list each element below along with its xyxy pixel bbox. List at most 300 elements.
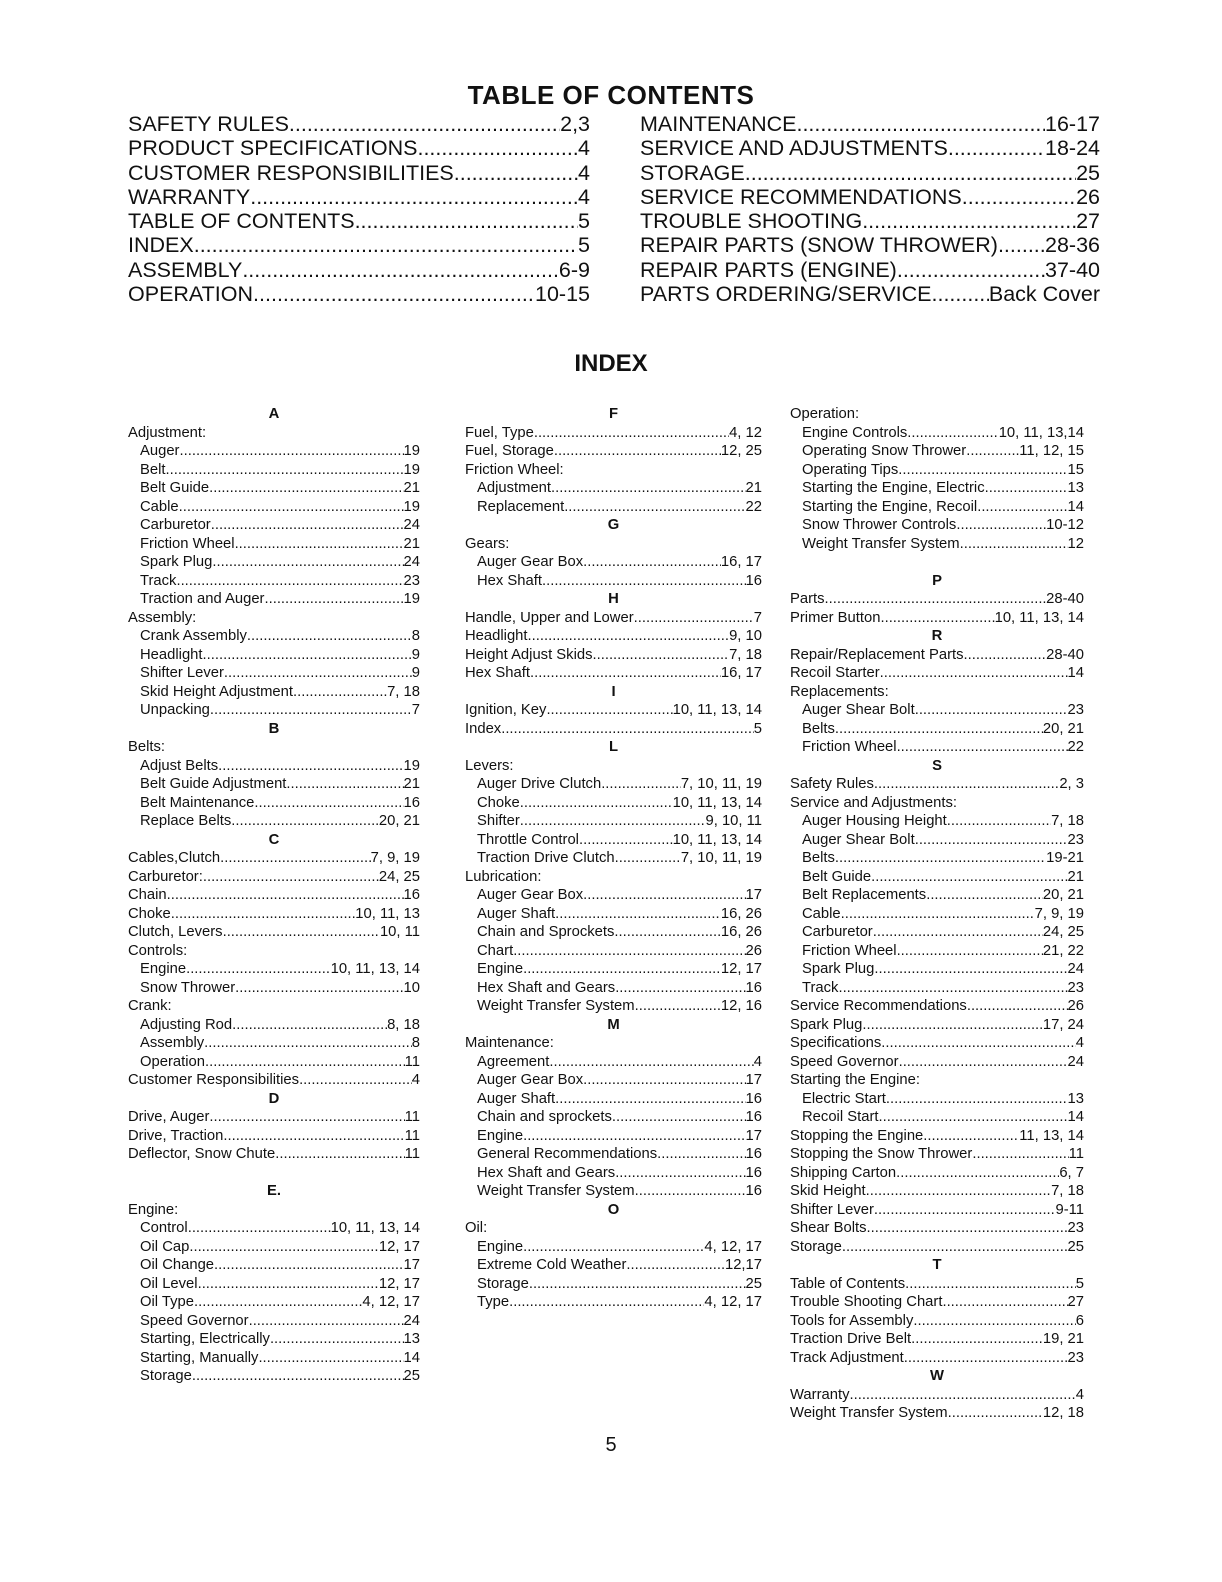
- index-leader-dots: [188, 1219, 331, 1238]
- index-leader-dots: [612, 1108, 746, 1127]
- index-subentry: [128, 794, 420, 813]
- toc-entry-page: 18-24: [1045, 136, 1100, 161]
- index-entry-label: Unpacking: [140, 702, 210, 718]
- toc-entry-page: 6-9: [558, 257, 590, 282]
- toc-left-column: [128, 112, 590, 306]
- index-column-1: [128, 405, 420, 1386]
- index-entry-label: Storage: [790, 1238, 842, 1255]
- index-subentry: [465, 1071, 762, 1090]
- index-leader-dots: [203, 868, 379, 887]
- index-entry-label: Headlight: [465, 628, 528, 644]
- index-entry-label: Clutch, Levers: [128, 924, 223, 940]
- index-entry-label: Assembly: [140, 1035, 205, 1051]
- index-entry-label: Belts: [802, 850, 835, 866]
- toc-entry-label: OPERATION: [128, 282, 254, 307]
- index-subentry: [465, 979, 762, 998]
- index-entry-pages: 24, 25: [1042, 924, 1084, 940]
- index-entry-pages: 11: [404, 1109, 420, 1125]
- index-leader-dots: [223, 1127, 404, 1146]
- index-entry-label: Shifter Lever: [140, 665, 224, 681]
- index-entry-pages: 14: [403, 1349, 420, 1366]
- index-section-letter: G: [607, 517, 620, 533]
- index-entry: [128, 1071, 420, 1090]
- index-entry-label: Auger Gear Box: [477, 554, 584, 570]
- index-leader-dots: [211, 516, 404, 535]
- index-entry-label: Fuel, Storage: [465, 443, 554, 459]
- toc-entry-label: ASSEMBLY: [128, 257, 243, 282]
- index-subentry: [465, 498, 762, 517]
- index-subentry: [128, 535, 420, 554]
- index-subentry: [128, 1034, 420, 1053]
- index-entry-label: Engine: [140, 961, 187, 977]
- index-subentry: [128, 1367, 420, 1386]
- toc-entry: [640, 258, 1100, 282]
- index-leader-dots: [249, 1312, 404, 1331]
- index-entry-pages: 12, 16: [720, 998, 762, 1014]
- index-entry: [790, 1034, 1084, 1053]
- toc-leader-dots: [862, 209, 1076, 233]
- index-entry-label: Oil Change: [140, 1257, 215, 1273]
- index-entry-label: Track: [140, 572, 177, 589]
- index-entry-pages: 16: [745, 1183, 762, 1199]
- index-subentry: [465, 1182, 762, 1201]
- index-leader-dots: [886, 1090, 1068, 1109]
- index-subentry: [128, 701, 420, 720]
- index-subentry: [128, 572, 420, 591]
- toc-entry-page: 16-17: [1045, 112, 1100, 136]
- index-entry-pages: 24: [403, 1312, 420, 1329]
- index-entry-pages: 21, 22: [1042, 942, 1084, 959]
- index-entry-pages: 21: [403, 776, 420, 792]
- index-entry-label: Replacement: [477, 498, 565, 515]
- toc-entry-label: MAINTENANCE: [640, 112, 797, 136]
- index-leader-dots: [186, 960, 331, 979]
- index-subentry: [790, 886, 1084, 905]
- index-leader-dots: [897, 942, 1043, 961]
- index-entry-pages: 6, 7: [1059, 1164, 1084, 1181]
- index-entry-label: Spark Plug: [790, 1016, 863, 1033]
- index-entry-pages: 10, 11, 13, 14: [994, 609, 1084, 626]
- index-subentry: [465, 1256, 762, 1275]
- index-entry-label: Cable: [140, 498, 179, 515]
- index-entry-pages: 7, 18: [729, 646, 762, 663]
- index-entry: [465, 664, 762, 683]
- index-leader-dots: [192, 1367, 404, 1386]
- index-entry-label: Auger Shear Bolt: [802, 831, 915, 848]
- index-leader-dots: [878, 1108, 1067, 1127]
- index-entry-label: Weight Transfer System: [790, 1405, 948, 1421]
- toc-entry-page: 4: [578, 160, 590, 185]
- toc-entry-label: PARTS ORDERING/SERVICE: [640, 282, 932, 307]
- index-leader-dots: [657, 1145, 745, 1164]
- index-entry-label: Shifter: [477, 813, 520, 829]
- index-entry-label: Stopping the Snow Thrower: [790, 1146, 973, 1162]
- index-subentry: [790, 812, 1084, 831]
- toc-leader-dots: [289, 112, 560, 136]
- index-entry-label: Fuel, Type: [465, 424, 534, 441]
- index-entry-pages: 4: [411, 1072, 420, 1088]
- index-entry-pages: 24: [403, 554, 420, 570]
- index-entry-label: Oil Level: [140, 1275, 198, 1292]
- index-entry: [465, 627, 762, 646]
- index-subentry: [790, 479, 1084, 498]
- index-entry: [790, 1293, 1084, 1312]
- index-subentry: [465, 923, 762, 942]
- toc-entry-page: 4: [578, 184, 590, 209]
- index-leader-dots: [880, 664, 1068, 683]
- index-entry: [790, 609, 1084, 628]
- index-leader-dots: [899, 1053, 1068, 1072]
- index-subentry: [465, 960, 762, 979]
- index-entry: [790, 1275, 1084, 1294]
- index-leader-dots: [593, 646, 730, 665]
- toc-entry-page: 25: [1076, 160, 1100, 185]
- index-subentry: [790, 442, 1084, 461]
- index-entry: [128, 886, 420, 905]
- index-entry-label: Service Recommendations: [790, 998, 967, 1014]
- index-entry-pages: 25: [403, 1368, 420, 1384]
- toc-entry-label: CUSTOMER RESPONSIBILITIES: [128, 160, 454, 185]
- index-group-heading: Engine:: [128, 1201, 179, 1218]
- index-subentry: [790, 461, 1084, 480]
- index-section-letter: R: [931, 628, 943, 644]
- index-section-letter: B: [268, 720, 280, 737]
- index-leader-dots: [967, 997, 1068, 1016]
- index-leader-dots: [179, 498, 404, 517]
- index-entry-label: Auger: [140, 443, 180, 459]
- index-entry-label: Skid Height: [790, 1183, 866, 1199]
- index-leader-dots: [176, 572, 403, 591]
- index-entry-pages: 26: [745, 942, 762, 959]
- toc-entry-label: TABLE OF CONTENTS: [128, 209, 355, 234]
- toc-entry: [640, 112, 1100, 136]
- index-leader-dots: [972, 1145, 1068, 1164]
- index-entry: [128, 923, 420, 942]
- index-entry-label: Oil Cap: [140, 1238, 190, 1255]
- index-entry-pages: 19-21: [1046, 850, 1084, 866]
- index-entry-label: Chain: [128, 887, 167, 903]
- index-leader-dots: [960, 535, 1068, 554]
- index-leader-dots: [520, 794, 673, 813]
- index-entry-pages: 26: [1067, 998, 1084, 1014]
- index-subentry: [128, 1256, 420, 1275]
- index-leader-dots: [210, 701, 412, 720]
- index-entry-pages: 4, 12, 17: [704, 1238, 762, 1255]
- index-subentry: [790, 535, 1084, 554]
- toc-entry-page: 37-40: [1045, 257, 1100, 282]
- index-entry-label: Carburetor:: [128, 868, 203, 885]
- index-entry-label: Height Adjust Skids: [465, 646, 593, 663]
- index-entry-pages: 9: [411, 646, 420, 663]
- index-entry-pages: 23: [1067, 831, 1084, 848]
- index-entry-pages: 12, 17: [378, 1238, 420, 1255]
- index-group-heading: Operation:: [790, 406, 860, 422]
- index-leader-dots: [896, 1164, 1059, 1183]
- index-entry-label: Storage: [140, 1368, 192, 1384]
- index-entry-label: Track: [802, 979, 839, 996]
- index-entry-pages: 10, 11, 13, 14: [672, 702, 762, 718]
- index-entry-label: Primer Button: [790, 609, 881, 626]
- toc-entry: [128, 112, 590, 136]
- toc-entry-label: SAFETY RULES: [128, 112, 289, 136]
- index-subentry: [465, 572, 762, 591]
- index-entry: [128, 1108, 420, 1127]
- index-entry-pages: 16, 26: [720, 924, 762, 940]
- index-entry-label: Deflector, Snow Chute: [128, 1146, 276, 1162]
- index-entry-pages: 7, 9, 19: [370, 850, 420, 866]
- index-leader-dots: [529, 1275, 746, 1294]
- index-section-letter: H: [608, 591, 619, 607]
- index-leader-dots: [964, 646, 1047, 665]
- index-entry-label: Drive, Traction: [128, 1127, 224, 1144]
- page-number: 5: [605, 1434, 617, 1456]
- toc-leader-dots: [796, 112, 1045, 136]
- index-entry-pages: 16: [403, 794, 420, 811]
- index-leader-dots: [270, 1330, 404, 1349]
- index-leader-dots: [224, 664, 412, 683]
- index-entry: [790, 1238, 1084, 1257]
- index-entry-pages: 16, 17: [720, 554, 762, 570]
- index-entry-label: Chain and Sprockets: [477, 924, 615, 940]
- index-entry-pages: 16: [403, 887, 420, 903]
- index-entry-label: Speed Governor: [790, 1053, 899, 1070]
- index-entry-label: Track Adjustment: [790, 1349, 904, 1366]
- index-entry-label: Stopping the Engine: [790, 1127, 924, 1144]
- index-group-heading: Starting the Engine:: [790, 1072, 920, 1088]
- index-entry-label: Traction and Auger: [140, 591, 265, 607]
- index-entry-label: Engine: [477, 1127, 524, 1144]
- toc-entry: [640, 209, 1100, 233]
- index-entry-pages: 6: [1075, 1312, 1084, 1329]
- index-entry-label: Operating Snow Thrower: [802, 443, 967, 459]
- index-leader-dots: [171, 905, 355, 924]
- index-subentry: [465, 553, 762, 572]
- index-leader-dots: [258, 1349, 403, 1368]
- index-entry: [790, 1386, 1084, 1405]
- index-entry-pages: 11: [404, 1053, 420, 1070]
- index-entry: [790, 664, 1084, 683]
- index-entry-pages: 10, 11: [379, 924, 420, 940]
- index-entry-pages: 7, 18: [1051, 813, 1084, 829]
- index-entry-pages: 14: [1067, 1109, 1084, 1125]
- toc-entry: [640, 136, 1100, 160]
- toc-leader-dots: [417, 136, 578, 160]
- index-subentry: [128, 1016, 420, 1035]
- index-entry: [790, 1182, 1084, 1201]
- index-leader-dots: [838, 979, 1067, 998]
- index-entry: [465, 646, 762, 665]
- index-leader-dots: [166, 461, 404, 480]
- index-entry-pages: 20, 21: [1042, 887, 1084, 903]
- index-subentry: [465, 831, 762, 850]
- index-column-2: [465, 405, 762, 1312]
- index-leader-dots: [549, 1053, 753, 1072]
- index-entry-pages: 24: [1067, 1053, 1084, 1070]
- index-entry-label: Replace Belts: [140, 813, 232, 829]
- index-section-letter: C: [268, 831, 280, 848]
- index-entry-label: Recoil Start: [802, 1109, 879, 1125]
- index-leader-dots: [907, 424, 998, 443]
- index-entry-label: Handle, Upper and Lower: [465, 609, 634, 626]
- index-entry-pages: 19: [403, 461, 420, 478]
- index-leader-dots: [842, 1238, 1068, 1257]
- index-entry-label: Shifter Lever: [790, 1201, 874, 1218]
- index-subentry: [128, 1312, 420, 1331]
- index-subentry: [128, 516, 420, 535]
- index-entry-label: Specifications: [790, 1035, 882, 1051]
- toc-entry-label: REPAIR PARTS (SNOW THROWER): [640, 233, 998, 258]
- index-subentry: [128, 960, 420, 979]
- index-entry-pages: 9, 10: [729, 628, 762, 644]
- index-entry-label: Choke: [128, 905, 171, 922]
- index-entry-pages: 24, 25: [378, 868, 420, 885]
- toc-leader-dots: [355, 209, 578, 233]
- index-leader-dots: [189, 1238, 379, 1257]
- toc-entry-page: 4: [578, 136, 590, 161]
- index-entry-label: Extreme Cold Weather: [477, 1257, 627, 1273]
- index-spacer: [128, 1164, 420, 1183]
- index-leader-dots: [520, 812, 706, 831]
- toc-entry: [128, 233, 590, 257]
- index-entry-label: Spark Plug: [140, 554, 213, 570]
- index-entry-pages: 19, 21: [1042, 1331, 1084, 1347]
- index-entry-label: Belt Guide: [140, 480, 210, 496]
- index-entry: [790, 1127, 1084, 1146]
- index-entry-pages: 7, 18: [1051, 1183, 1084, 1199]
- index-subentry: [465, 1293, 762, 1312]
- index-entry-pages: 12, 17: [378, 1275, 420, 1292]
- index-leader-dots: [223, 923, 380, 942]
- index-entry-pages: 10, 11, 13, 14: [330, 1220, 420, 1236]
- index-entry-pages: 25: [1067, 1238, 1084, 1255]
- index-entry-pages: 8, 18: [387, 1016, 420, 1033]
- index-entry: [128, 868, 420, 887]
- index-leader-dots: [835, 849, 1046, 868]
- index-entry-pages: 10, 11, 13, 14: [330, 961, 420, 977]
- index-entry-pages: 16, 17: [720, 665, 762, 681]
- toc-entry-page: 28-36: [1045, 233, 1100, 258]
- index-leader-dots: [835, 720, 1043, 739]
- index-leader-dots: [235, 535, 404, 554]
- index-leader-dots: [904, 1349, 1068, 1368]
- index-subentry: [465, 1127, 762, 1146]
- index-entry-pages: 17: [745, 887, 762, 903]
- index-subentry: [465, 905, 762, 924]
- index-leader-dots: [523, 1238, 704, 1257]
- toc-entry: [640, 185, 1100, 209]
- index-leader-dots: [862, 1016, 1042, 1035]
- index-entry: [790, 646, 1084, 665]
- index-subentry: [790, 960, 1084, 979]
- index-entry-label: Ignition, Key: [465, 702, 547, 718]
- index-leader-dots: [534, 424, 729, 443]
- index-entry-pages: 17: [403, 1257, 420, 1273]
- index-subentry: [790, 701, 1084, 720]
- index-entry-label: Starting, Electrically: [140, 1331, 270, 1347]
- index-section-letter: O: [607, 1201, 620, 1218]
- index-leader-dots: [546, 701, 672, 720]
- index-leader-dots: [867, 1219, 1068, 1238]
- index-entry-pages: 22: [1067, 739, 1084, 755]
- toc-entry: [640, 282, 1100, 306]
- index-subentry: [128, 1275, 420, 1294]
- toc-leader-dots: [932, 282, 989, 306]
- index-leader-dots: [204, 1034, 412, 1053]
- index-entry-pages: 27: [1067, 1294, 1084, 1310]
- index-entry-label: Carburetor: [802, 924, 873, 940]
- index-entry-label: Chart: [477, 942, 514, 959]
- index-entry-pages: 16: [745, 572, 762, 589]
- index-entry-pages: 11, 12, 15: [1019, 443, 1084, 459]
- index-entry-pages: 10: [403, 979, 420, 996]
- index-entry-label: Headlight: [140, 646, 203, 663]
- index-entry-label: Auger Shear Bolt: [802, 702, 915, 718]
- index-leader-dots: [601, 775, 681, 794]
- index-entry-label: Traction Drive Clutch: [477, 850, 615, 866]
- index-entry-label: Auger Gear Box: [477, 1072, 584, 1088]
- index-entry-pages: 28-40: [1046, 646, 1084, 663]
- index-entry: [128, 905, 420, 924]
- index-entry-label: Weight Transfer System: [802, 535, 960, 552]
- toc-entry-label: WARRANTY: [128, 184, 251, 209]
- index-group-heading: Replacements:: [790, 683, 889, 700]
- index-subentry: [465, 812, 762, 831]
- index-entry-pages: 12: [1067, 535, 1084, 552]
- index-entry-pages: 4: [1075, 1386, 1084, 1403]
- index-entry-label: Traction Drive Belt: [790, 1331, 912, 1347]
- index-group-heading: Assembly:: [128, 609, 197, 626]
- index-subentry: [128, 498, 420, 517]
- index-entry-label: General Recommendations: [477, 1146, 658, 1162]
- index-entry-label: Oil Type: [140, 1294, 195, 1310]
- index-subentry: [790, 424, 1084, 443]
- index-leader-dots: [501, 720, 754, 739]
- index-leader-dots: [880, 609, 994, 628]
- index-entry-pages: 8: [411, 1035, 420, 1051]
- index-entry-pages: 21: [403, 535, 420, 552]
- index-entry-label: Recoil Starter: [790, 665, 880, 681]
- index-leader-dots: [849, 1386, 1075, 1405]
- index-leader-dots: [235, 979, 403, 998]
- index-entry-pages: 16: [745, 1109, 762, 1125]
- index-title: INDEX: [574, 350, 648, 377]
- index-entry-pages: 17: [745, 1072, 762, 1088]
- toc-leader-dots: [242, 258, 559, 282]
- toc-entry: [128, 161, 590, 185]
- index-entry-pages: 5: [753, 720, 762, 737]
- index-leader-dots: [583, 1071, 745, 1090]
- index-leader-dots: [948, 1404, 1043, 1423]
- index-entry-label: Engine: [477, 961, 524, 977]
- index-entry-pages: 11, 13, 14: [1019, 1127, 1084, 1144]
- index-leader-dots: [956, 516, 1046, 535]
- index-leader-dots: [615, 849, 681, 868]
- index-entry-pages: 24: [403, 517, 420, 533]
- index-entry-label: Operation: [140, 1053, 205, 1070]
- index-section-letter: L: [608, 739, 619, 755]
- index-entry-pages: 7: [753, 609, 762, 626]
- index-subentry: [128, 757, 420, 776]
- index-entry-pages: 23: [1067, 1220, 1084, 1236]
- toc-entry: [640, 161, 1100, 185]
- index-leader-dots: [264, 590, 403, 609]
- index-entry: [790, 1404, 1084, 1423]
- index-entry-label: Tools for Assembly: [790, 1312, 914, 1329]
- index-leader-dots: [523, 960, 721, 979]
- index-entry-pages: 20, 21: [378, 813, 420, 829]
- index-section-letter: D: [268, 1090, 280, 1107]
- index-leader-dots: [247, 627, 412, 646]
